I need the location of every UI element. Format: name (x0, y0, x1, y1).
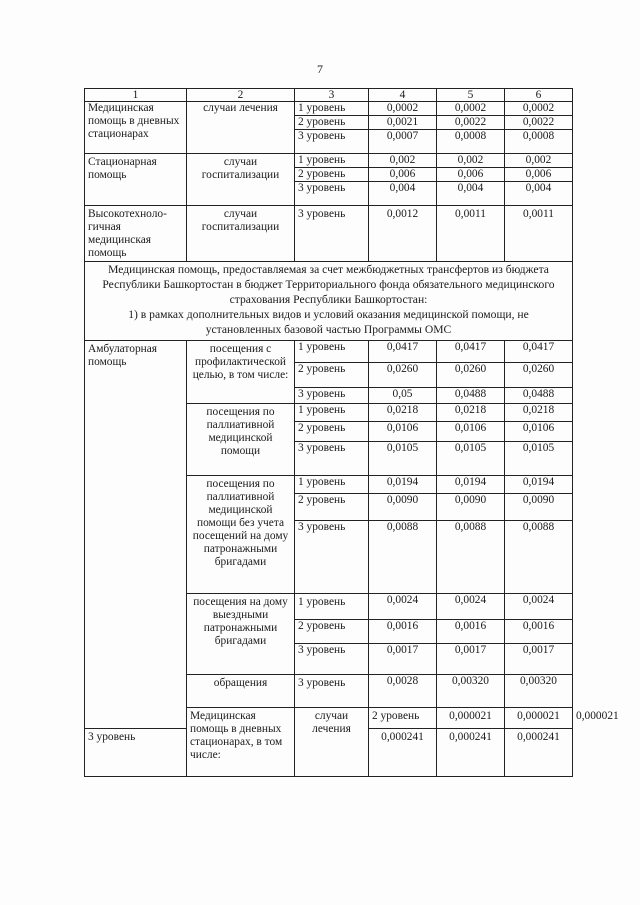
value: 0,0028 (369, 675, 437, 708)
value: 0,0260 (369, 363, 437, 388)
note-item: 1) в рамках дополнительных видов и условий оказания медицинской помощи, не установленных базовой частью Программы ОМС (128, 308, 529, 336)
header-cell: 3 (295, 89, 369, 102)
table-row (85, 341, 573, 363)
value: 0,0105 (505, 442, 573, 476)
table-row (85, 262, 573, 341)
level: 3 уровень (85, 728, 187, 776)
value: 0,00320 (437, 675, 505, 708)
value: 0,0007 (369, 130, 437, 154)
value: 0,0017 (505, 644, 573, 675)
unit-of-measure: посещения на дому выездными патронажными бригадами (187, 594, 295, 675)
value: 0,0488 (437, 388, 505, 404)
care-type: Медицинская помощь в дневных стационарах, в том числе: (187, 708, 295, 777)
level: 1 уровень (295, 476, 369, 494)
value: 0,0088 (369, 521, 437, 594)
level: 2 уровень (295, 422, 369, 442)
value: 0,000021 (437, 708, 505, 729)
care-type: Амбулаторная помощь (85, 341, 187, 729)
value: 0,006 (505, 168, 573, 182)
level: 2 уровень (295, 168, 369, 182)
value: 0,0105 (369, 442, 437, 476)
value: 0,00320 (505, 675, 573, 708)
table-row (85, 154, 573, 168)
value: 0,006 (369, 168, 437, 182)
value: 0,0106 (505, 422, 573, 442)
header-cell: 4 (369, 89, 437, 102)
value: 0,0088 (437, 521, 505, 594)
value: 0,000241 (437, 728, 505, 776)
value: 0,0016 (505, 620, 573, 644)
value: 0,0002 (437, 102, 505, 116)
value: 0,0194 (437, 476, 505, 494)
level: 3 уровень (295, 644, 369, 675)
value: 0,002 (369, 154, 437, 168)
table-row (85, 206, 573, 262)
value: 0,0024 (505, 594, 573, 620)
level: 2 уровень (295, 116, 369, 130)
unit-of-measure: случаи госпитализации (187, 154, 295, 206)
value: 0,0002 (369, 102, 437, 116)
value: 0,0088 (505, 521, 573, 594)
level: 2 уровень (295, 363, 369, 388)
value: 0,0417 (369, 341, 437, 363)
level: 1 уровень (295, 102, 369, 116)
value: 0,0011 (437, 206, 505, 262)
value: 0,0218 (505, 404, 573, 422)
value: 0,0008 (437, 130, 505, 154)
value: 0,0218 (437, 404, 505, 422)
header-cell: 1 (85, 89, 187, 102)
unit-of-measure: посещения по паллиативной медицинской помощи без учета посещений на дому патронажными бригадами (187, 476, 295, 594)
value: 0,0218 (369, 404, 437, 422)
level: 1 уровень (295, 594, 369, 620)
value: 0,0260 (505, 363, 573, 388)
value: 0,0090 (437, 494, 505, 521)
header-cell: 6 (505, 89, 573, 102)
unit-of-measure: посещения по паллиативной медицинской помощи (187, 404, 295, 476)
value: 0,004 (505, 182, 573, 206)
note-heading: Медицинская помощь, предоставляемая за счет межбюджетных трансфертов из бюджета Республики Башкортостан в бюджет Территориального фонда обязательного медицинского страхования Республики Башкортостан: (102, 263, 555, 306)
value: 0,0194 (505, 476, 573, 494)
unit-of-measure: случаи лечения (187, 102, 295, 154)
care-type: Медицинская помощь в дневных стационарах (85, 102, 187, 154)
value: 0,000021 (505, 708, 573, 729)
value: 0,0105 (437, 442, 505, 476)
level: 3 уровень (295, 206, 369, 262)
value: 0,0016 (437, 620, 505, 644)
value: 0,0090 (369, 494, 437, 521)
value: 0,0090 (505, 494, 573, 521)
value: 0,0017 (437, 644, 505, 675)
level: 2 уровень (369, 708, 437, 729)
value: 0,0417 (505, 341, 573, 363)
level: 3 уровень (295, 442, 369, 476)
value: 0,0011 (505, 206, 573, 262)
care-type: Высокотехноло-гичная медицинская помощь (85, 206, 187, 262)
value: 0,004 (369, 182, 437, 206)
value: 0,000241 (369, 728, 437, 776)
header-cell: 2 (187, 89, 295, 102)
header-row (85, 89, 573, 102)
unit-of-measure: посещения с профилактической целью, в том числе: (187, 341, 295, 404)
value: 0,0024 (369, 594, 437, 620)
unit-of-measure: случаи госпитализации (187, 206, 295, 262)
value: 0,0260 (437, 363, 505, 388)
value: 0,0106 (369, 422, 437, 442)
value: 0,004 (437, 182, 505, 206)
value: 0,0194 (369, 476, 437, 494)
value: 0,002 (437, 154, 505, 168)
value: 0,0021 (369, 116, 437, 130)
value: 0,000241 (505, 728, 573, 776)
page-number: 7 (317, 62, 323, 76)
value: 0,0008 (505, 130, 573, 154)
care-type: Стационарная помощь (85, 154, 187, 206)
norms-table (84, 88, 619, 777)
unit-of-measure: случаи лечения (295, 708, 369, 777)
value: 0,0417 (437, 341, 505, 363)
header-cell: 5 (437, 89, 505, 102)
level: 3 уровень (295, 388, 369, 404)
value: 0,002 (505, 154, 573, 168)
table-row: Медицинская помощь в дневных стационарах, в том числе: случаи лечения 2 уровень 0,000021 0,000021 0,000021 (85, 708, 573, 729)
value: 0,0002 (505, 102, 573, 116)
value: 0,05 (369, 388, 437, 404)
value: 0,0022 (437, 116, 505, 130)
value: 0,0016 (369, 620, 437, 644)
level: 3 уровень (295, 675, 369, 708)
level: 2 уровень (295, 620, 369, 644)
unit-of-measure: обращения (187, 675, 295, 708)
level: 3 уровень (295, 182, 369, 206)
value: 0,0488 (505, 388, 573, 404)
value: 0,006 (437, 168, 505, 182)
level: 2 уровень (295, 494, 369, 521)
value: 0,0022 (505, 116, 573, 130)
level: 1 уровень (295, 404, 369, 422)
table-row (85, 102, 573, 116)
value: 0,0106 (437, 422, 505, 442)
level: 1 уровень (295, 341, 369, 363)
value: 0,0012 (369, 206, 437, 262)
level: 3 уровень (295, 130, 369, 154)
value: 0,0017 (369, 644, 437, 675)
level: 1 уровень (295, 154, 369, 168)
level: 3 уровень (295, 521, 369, 594)
value: 0,0024 (437, 594, 505, 620)
